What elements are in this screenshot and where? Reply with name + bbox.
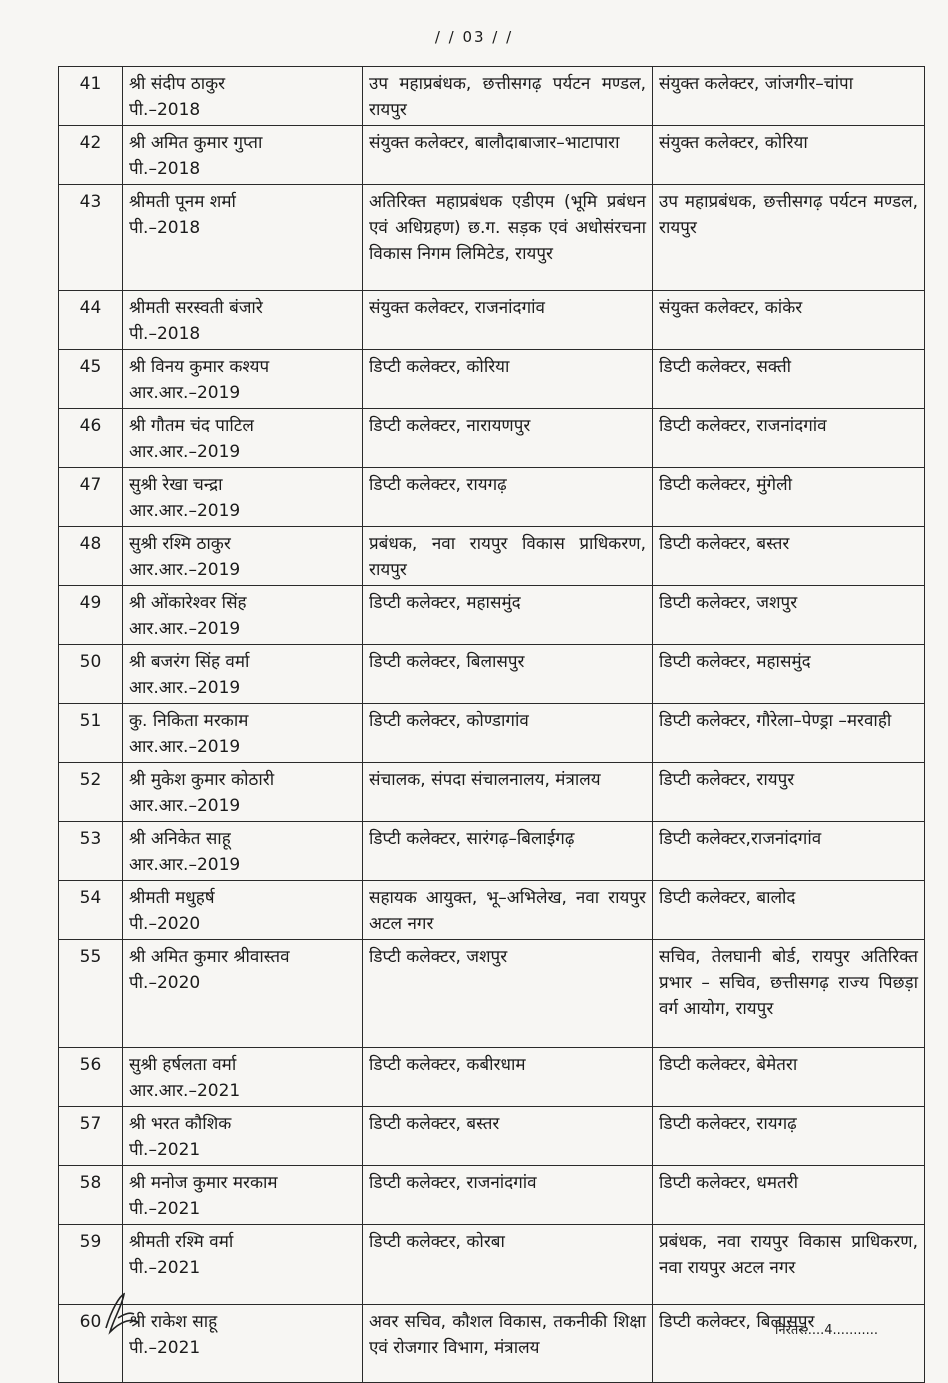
- table-row: [59, 763, 925, 822]
- signature-mark: [100, 1288, 146, 1338]
- table-row: [59, 881, 925, 940]
- serial-number: 48: [59, 527, 123, 586]
- officer-batch: पी.–2020: [129, 914, 201, 934]
- current-posting: संयुक्त कलेक्टर, राजनांदगांव: [363, 291, 653, 350]
- officer-name: श्री बजरंग सिंह वर्मा: [129, 652, 250, 672]
- continuation-note: निरंतर.....4...........: [774, 1323, 878, 1338]
- new-posting: उप महाप्रबंधक, छत्तीसगढ़ पर्यटन मण्डल, रायपुर: [653, 185, 925, 291]
- officer-cell: [123, 881, 363, 940]
- new-posting: प्रबंधक, नवा रायपुर विकास प्राधिकरण, नवा रायपुर अटल नगर: [653, 1225, 925, 1305]
- table-row: [59, 67, 925, 126]
- serial-number: 57: [59, 1107, 123, 1166]
- officer-batch: पी.–2021: [129, 1140, 201, 1160]
- new-posting: डिप्टी कलेक्टर, रायपुर: [653, 763, 925, 822]
- table-row: [59, 1048, 925, 1107]
- new-posting: डिप्टी कलेक्टर, जशपुर: [653, 586, 925, 645]
- officer-cell: [123, 763, 363, 822]
- officer-cell: [123, 645, 363, 704]
- serial-number: 44: [59, 291, 123, 350]
- current-posting: डिप्टी कलेक्टर, रायगढ़: [363, 468, 653, 527]
- officer-batch: आर.आर.–2019: [129, 737, 241, 757]
- current-posting: डिप्टी कलेक्टर, कबीरधाम: [363, 1048, 653, 1107]
- current-posting: डिप्टी कलेक्टर, बिलासपुर: [363, 645, 653, 704]
- serial-number: 47: [59, 468, 123, 527]
- officer-name: सुश्री हर्षलता वर्मा: [129, 1055, 237, 1075]
- new-posting: डिप्टी कलेक्टर, रायगढ़: [653, 1107, 925, 1166]
- officer-name: श्री अनिकेत साहू: [129, 829, 231, 849]
- current-posting: डिप्टी कलेक्टर, बस्तर: [363, 1107, 653, 1166]
- table-row: [59, 350, 925, 409]
- table-row: [59, 586, 925, 645]
- officer-cell: [123, 350, 363, 409]
- officer-name: श्री संदीप ठाकुर: [129, 74, 226, 94]
- new-posting: संयुक्त कलेक्टर, जांजगीर–चांपा: [653, 67, 925, 126]
- current-posting: डिप्टी कलेक्टर, कोरिया: [363, 350, 653, 409]
- new-posting: डिप्टी कलेक्टर, महासमुंद: [653, 645, 925, 704]
- table-row: [59, 822, 925, 881]
- officer-name: श्री अमित कुमार गुप्ता: [129, 133, 263, 153]
- officer-cell: [123, 527, 363, 586]
- table-row: [59, 704, 925, 763]
- current-posting: डिप्टी कलेक्टर, राजनांदगांव: [363, 1166, 653, 1225]
- officer-cell: [123, 940, 363, 1048]
- officer-batch: पी.–2020: [129, 973, 201, 993]
- officer-name: श्री मनोज कुमार मरकाम: [129, 1173, 278, 1193]
- transfer-table-body: [59, 67, 925, 1383]
- officer-name: श्री विनय कुमार कश्यप: [129, 357, 270, 377]
- officer-name: सुश्री रेखा चन्द्रा: [129, 475, 223, 495]
- officer-batch: आर.आर.–2019: [129, 501, 241, 521]
- serial-number: 55: [59, 940, 123, 1048]
- current-posting: अवर सचिव, कौशल विकास, तकनीकी शिक्षा एवं रोजगार विभाग, मंत्रालय: [363, 1305, 653, 1383]
- serial-number: 58: [59, 1166, 123, 1225]
- officer-batch: पी.–2018: [129, 100, 201, 120]
- table-row: [59, 185, 925, 291]
- officer-name: श्रीमती मधुहर्ष: [129, 888, 215, 908]
- serial-number: 52: [59, 763, 123, 822]
- table-row: [59, 1166, 925, 1225]
- officer-batch: पी.–2021: [129, 1338, 201, 1358]
- officer-cell: [123, 126, 363, 185]
- serial-number: 41: [59, 67, 123, 126]
- officer-cell: [123, 67, 363, 126]
- officer-name: कु. निकिता मरकाम: [129, 711, 249, 731]
- officer-cell: [123, 586, 363, 645]
- table-row: [59, 291, 925, 350]
- table-row: [59, 1107, 925, 1166]
- new-posting: डिप्टी कलेक्टर, गौरेला–पेण्ड्रा –मरवाही: [653, 704, 925, 763]
- new-posting: डिप्टी कलेक्टर, बेमेतरा: [653, 1048, 925, 1107]
- officer-batch: पी.–2018: [129, 218, 201, 238]
- table-row: [59, 1305, 925, 1383]
- serial-number: 49: [59, 586, 123, 645]
- officer-cell: [123, 185, 363, 291]
- new-posting: डिप्टी कलेक्टर, बिलासपुर: [653, 1305, 925, 1383]
- table-row: [59, 409, 925, 468]
- officer-name: श्री अमित कुमार श्रीवास्तव: [129, 947, 290, 967]
- table-row: [59, 468, 925, 527]
- new-posting: संयुक्त कलेक्टर, कांकेर: [653, 291, 925, 350]
- transfer-table: [58, 66, 925, 1383]
- officer-batch: आर.आर.–2019: [129, 678, 241, 698]
- officer-batch: पी.–2021: [129, 1258, 201, 1278]
- current-posting: डिप्टी कलेक्टर, महासमुंद: [363, 586, 653, 645]
- table-row: [59, 126, 925, 185]
- officer-name: श्रीमती रश्मि वर्मा: [129, 1232, 234, 1252]
- current-posting: उप महाप्रबंधक, छत्तीसगढ़ पर्यटन मण्डल, रायपुर: [363, 67, 653, 126]
- officer-name: श्रीमती पूनम शर्मा: [129, 192, 236, 212]
- officer-batch: आर.आर.–2019: [129, 619, 241, 639]
- officer-cell: [123, 1107, 363, 1166]
- serial-number: 54: [59, 881, 123, 940]
- officer-cell: [123, 704, 363, 763]
- officer-name: श्री गौतम चंद पाटिल: [129, 416, 254, 436]
- current-posting: संचालक, संपदा संचालनालय, मंत्रालय: [363, 763, 653, 822]
- new-posting: डिप्टी कलेक्टर, राजनांदगांव: [653, 409, 925, 468]
- officer-batch: आर.आर.–2021: [129, 1081, 241, 1101]
- officer-batch: आर.आर.–2019: [129, 796, 241, 816]
- officer-batch: पी.–2018: [129, 324, 201, 344]
- serial-number: 59: [59, 1225, 123, 1305]
- officer-batch: आर.आर.–2019: [129, 855, 241, 875]
- new-posting: डिप्टी कलेक्टर, बस्तर: [653, 527, 925, 586]
- officer-cell: [123, 291, 363, 350]
- current-posting: डिप्टी कलेक्टर, नारायणपुर: [363, 409, 653, 468]
- officer-cell: [123, 822, 363, 881]
- serial-number: 42: [59, 126, 123, 185]
- current-posting: संयुक्त कलेक्टर, बालौदाबाजार–भाटापारा: [363, 126, 653, 185]
- officer-batch: पी.–2018: [129, 159, 201, 179]
- new-posting: डिप्टी कलेक्टर, बालोद: [653, 881, 925, 940]
- page-number: / / 03 / /: [434, 28, 514, 46]
- officer-cell: [123, 468, 363, 527]
- officer-name: श्री राकेश साहू: [129, 1312, 218, 1332]
- officer-name: श्री भरत कौशिक: [129, 1114, 232, 1134]
- table-row: [59, 1225, 925, 1305]
- officer-cell: [123, 1225, 363, 1305]
- table-row: [59, 645, 925, 704]
- officer-cell: [123, 1166, 363, 1225]
- current-posting: डिप्टी कलेक्टर, सारंगढ़–बिलाईगढ़: [363, 822, 653, 881]
- officer-cell: [123, 409, 363, 468]
- serial-number: 56: [59, 1048, 123, 1107]
- table-row: [59, 527, 925, 586]
- serial-number: 43: [59, 185, 123, 291]
- current-posting: अतिरिक्त महाप्रबंधक एडीएम (भूमि प्रबंधन एवं अधिग्रहण) छ.ग. सड़क एवं अधोसंरचना विकास निगम लिमिटेड, रायपुर: [363, 185, 653, 291]
- new-posting: सचिव, तेलघानी बोर्ड, रायपुर अतिरिक्त प्रभार – सचिव, छत्तीसगढ़ राज्य पिछड़ा वर्ग आयोग, रायपुर: [653, 940, 925, 1048]
- officer-name: श्रीमती सरस्वती बंजारे: [129, 298, 263, 318]
- current-posting: डिप्टी कलेक्टर, कोरबा: [363, 1225, 653, 1305]
- current-posting: डिप्टी कलेक्टर, जशपुर: [363, 940, 653, 1048]
- officer-batch: आर.आर.–2019: [129, 560, 241, 580]
- serial-number: 50: [59, 645, 123, 704]
- officer-cell: [123, 1305, 363, 1383]
- officer-batch: आर.आर.–2019: [129, 383, 241, 403]
- officer-name: श्री ओंकारेश्वर सिंह: [129, 593, 247, 613]
- serial-number: 60: [59, 1305, 123, 1383]
- current-posting: प्रबंधक, नवा रायपुर विकास प्राधिकरण, रायपुर: [363, 527, 653, 586]
- new-posting: संयुक्त कलेक्टर, कोरिया: [653, 126, 925, 185]
- serial-number: 46: [59, 409, 123, 468]
- current-posting: डिप्टी कलेक्टर, कोण्डागांव: [363, 704, 653, 763]
- new-posting: डिप्टी कलेक्टर, मुंगेली: [653, 468, 925, 527]
- new-posting: डिप्टी कलेक्टर,राजनांदगांव: [653, 822, 925, 881]
- officer-batch: पी.–2021: [129, 1199, 201, 1219]
- serial-number: 45: [59, 350, 123, 409]
- new-posting: डिप्टी कलेक्टर, धमतरी: [653, 1166, 925, 1225]
- current-posting: सहायक आयुक्त, भू–अभिलेख, नवा रायपुर अटल नगर: [363, 881, 653, 940]
- table-row: [59, 940, 925, 1048]
- officer-name: सुश्री रश्मि ठाकुर: [129, 534, 231, 554]
- officer-name: श्री मुकेश कुमार कोठारी: [129, 770, 275, 790]
- serial-number: 53: [59, 822, 123, 881]
- serial-number: 51: [59, 704, 123, 763]
- officer-cell: [123, 1048, 363, 1107]
- officer-batch: आर.आर.–2019: [129, 442, 241, 462]
- new-posting: डिप्टी कलेक्टर, सक्ती: [653, 350, 925, 409]
